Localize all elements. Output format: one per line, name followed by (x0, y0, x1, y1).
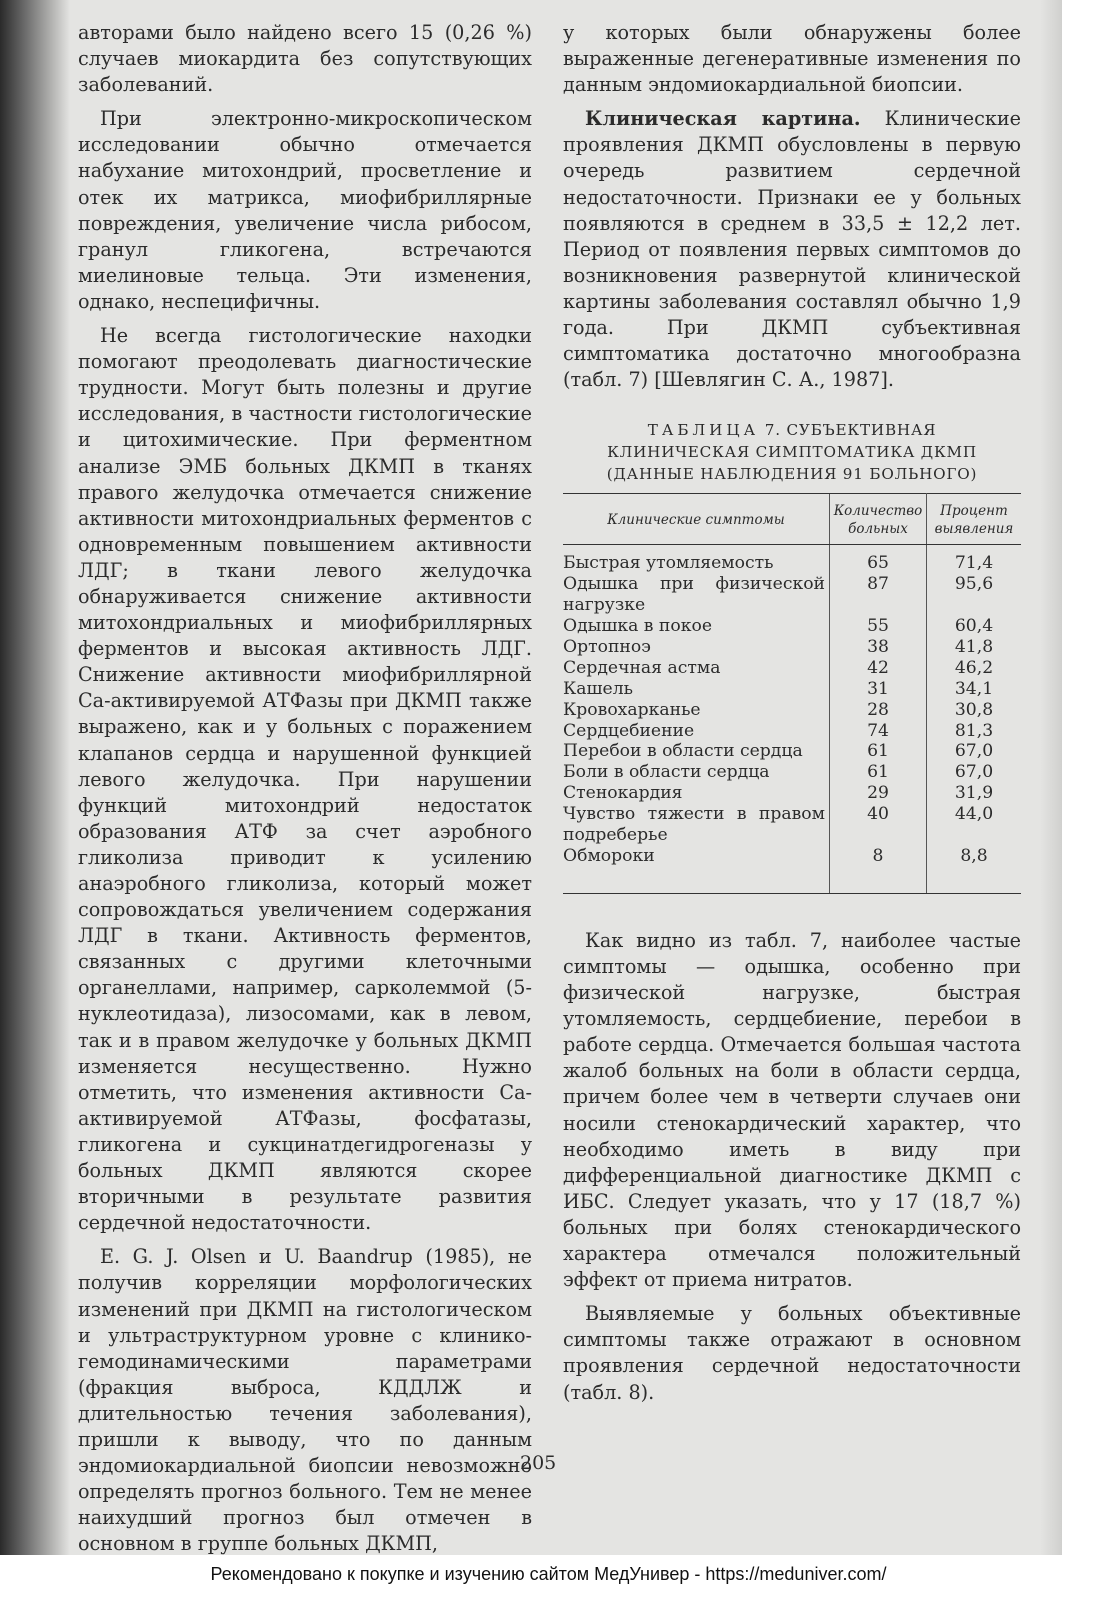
table-row (563, 574, 1021, 616)
table-title-line3: (ДАННЫЕ НАБЛЮДЕНИЯ 91 БОЛЬНОГО) (606, 465, 978, 484)
symptom-cell: Перебои в области сердца (563, 741, 803, 762)
count-cell: 28 (830, 700, 927, 721)
symptom-cell: Чувство тяжести в правом подреберье (563, 804, 825, 846)
table-row (563, 804, 1021, 846)
paragraph-continuation: авторами было найдено всего 15 (0,26 %) случаев миокардита без сопутствующих заболеваний. (78, 21, 532, 97)
table-row (563, 762, 1021, 783)
percent-cell: 30,8 (954, 699, 994, 720)
table-title-line2: КЛИНИЧЕСКАЯ СИМПТОМАТИКА ДКМП (607, 443, 977, 462)
table-row (563, 846, 1021, 893)
table-row (563, 616, 1021, 637)
symptom-cell: Ортопноэ (563, 636, 651, 657)
symptom-cell: Кашель (563, 678, 633, 699)
symptom-cell: Одышка в покое (563, 616, 712, 637)
table-title-line1: 7. СУБЪЕКТИВНАЯ (759, 421, 937, 440)
table-row (563, 658, 1021, 679)
paragraph-enzyme-analysis: Не всегда гистологические находки помогают преодолевать диагностические трудности. Могут быть полезны и другие исследования, в частности гистологические и цитохимические. При ферментном анализе ЭМБ больных ДКМП в тканях правого желудочка отмечается снижение активности митохондриальных ферментов с одновременным повышением активности ЛДГ; в ткани левого желудочка обнаруживается снижение активности митохондриальных и миофибриллярных ферментов и высокая активность ЛДГ. Снижение активности миофибриллярной Са-активируемой АТФазы при ДКМП также выражено, как и у больных с поражением клапанов сердца и нарушенной функцией левого желудочка. При нарушении функций митохондрий недостаток образования АТФ за счет аэробного гликолиза приводит к усилению анаэробного гликолиза, который может сопровождаться увеличением содержания ЛДГ в ткани. Активность ферментов, связанных с другими клеточными органеллами, например, сарколеммой (5-нуклеотидаза), лизосомами, как в левом, так и в правом желудочке у больных ДКМП изменяется несущественно. Нужно отметить, что изменения активности Са-активируемой АТФазы, фосфатазы, гликогена и сукцинатдегидрогеназы у больных ДКМП являются скорее вторичными в результате развития сердечной недостаточности. (78, 324, 532, 1235)
header-symptoms: Клинические симптомы (563, 494, 830, 545)
count-cell: 61 (830, 741, 927, 762)
count-cell: 42 (830, 658, 927, 679)
paragraph-right-intro: у которых были обнаружены более выраженные дегенеративные изменения по данным эндомиокардиальной биопсии. (563, 21, 1021, 97)
count-cell: 87 (830, 574, 927, 616)
count-cell: 29 (830, 783, 927, 804)
clinical-heading: Клиническая картина. (585, 107, 861, 131)
table-row (563, 545, 1021, 574)
percent-cell: 44,0 (954, 804, 994, 825)
percent-cell: 60,4 (954, 616, 994, 637)
paragraph-clinical-picture (563, 106, 1021, 393)
header-count: Количество больных (830, 494, 927, 545)
count-cell: 31 (830, 679, 927, 700)
percent-cell: 31,9 (954, 783, 994, 804)
count-cell: 55 (830, 616, 927, 637)
table-row (563, 741, 1021, 762)
symptoms-table (563, 493, 1021, 894)
table-row (563, 721, 1021, 742)
symptom-cell: Боли в области сердца (563, 762, 770, 783)
percent-cell: 34,1 (954, 678, 994, 699)
symptom-cell: Сердечная астма (563, 657, 721, 678)
count-cell: 40 (830, 804, 927, 846)
footer-recommendation: Рекомендовано к покупке и изучению сайтом МедУнивер - https://meduniver.com/ (210, 1564, 887, 1584)
percent-cell: 71,4 (954, 553, 994, 574)
book-spine-shadow (0, 0, 70, 1555)
paragraph-electron-microscopy: При электронно-микроскопическом исследовании обычно отмечается набухание митохондрий, просветление и отек их матрикса, миофибриллярные повреждения, увеличение числа рибосом, гранул гликогена, встречаются миелиновые тельца. Эти изменения, однако, неспецифичны. (78, 107, 532, 313)
symptom-cell: Одышка при физической нагрузке (563, 574, 825, 616)
symptom-cell: Кровохарканье (563, 699, 701, 720)
symptom-cell: Сердцебиение (563, 720, 695, 741)
percent-cell: 67,0 (954, 741, 994, 762)
table-row (563, 637, 1021, 658)
table-title-prefix: ТАБЛИЦА (647, 421, 760, 440)
table-row (563, 700, 1021, 721)
percent-cell: 8,8 (927, 846, 1022, 893)
percent-cell: 95,6 (954, 574, 994, 595)
table-header-row (563, 494, 1021, 545)
percent-cell: 67,0 (954, 762, 994, 783)
count-cell: 38 (830, 637, 927, 658)
count-cell: 8 (830, 846, 927, 893)
percent-cell: 41,8 (954, 636, 994, 657)
table-title (563, 419, 1021, 485)
count-cell: 61 (830, 762, 927, 783)
table-row (563, 783, 1021, 804)
paragraph-olsen-baandrup: E. G. J. Olsen и U. Baandrup (1985), не получив корреляции морфологических изменений при ДКМП на гистологическом и ультраструктурном уровне с клинико-гемодинамическими параметрами (фракция выброса, КДДЛЖ и длительностью течения заболевания), пришли к выводу, что по данным эндомиокардиальной биопсии невозможно определять прогноз больного. Тем не менее наихудший прогноз был отмечен в основном в группе больных ДКМП, (78, 1245, 532, 1556)
table-row (563, 679, 1021, 700)
symptom-cell: Обмороки (563, 846, 830, 893)
symptom-cell: Стенокардия (563, 783, 683, 804)
paragraph-table-discussion: Как видно из табл. 7, наиболее частые симптомы — одышка, особенно при физической нагрузке, быстрая утомляемость, сердцебиение, перебои в работе сердца. Отмечается большая частота жалоб больных на боли в области сердца, причем более чем в четверти случаев они носили стенокардический характер, что необходимо иметь в виду при дифференциальной диагностике ДКМП с ИБС. Следует указать, что у 17 (18,7 %) больных при болях стенокардического характера отмечался положительный эффект от приема нитратов. (563, 928, 1021, 1292)
count-cell: 65 (830, 545, 927, 574)
paragraph-objective-symptoms: Выявляемые у больных объективные симптомы также отражают в основном проявления сердечной недостаточности (табл. 8). (563, 1302, 1021, 1404)
percent-cell: 81,3 (954, 720, 994, 741)
page-edge-shadow (1040, 0, 1062, 1555)
symptom-cell: Быстрая утомляемость (563, 553, 774, 574)
page-number: 205 (520, 1452, 557, 1474)
count-cell: 74 (830, 721, 927, 742)
percent-cell: 46,2 (954, 657, 994, 678)
right-column (563, 20, 1021, 1406)
header-percent: Процент выявления (927, 494, 1022, 545)
left-column (78, 20, 532, 1557)
clinical-text: Клинические проявления ДКМП обусловлены в первую очередь развитием сердечной недостаточности. Признаки ее у больных появляются в среднем в 33,5 ± 12,2 лет. Период от появления первых симптомов до возникновения развернутой клинической картины заболевания составлял обычно 1,9 года. При ДКМП субъективная симптоматика достаточно многообразна (табл. 7) [Шевлягин С. А., 1987]. (563, 107, 1021, 392)
